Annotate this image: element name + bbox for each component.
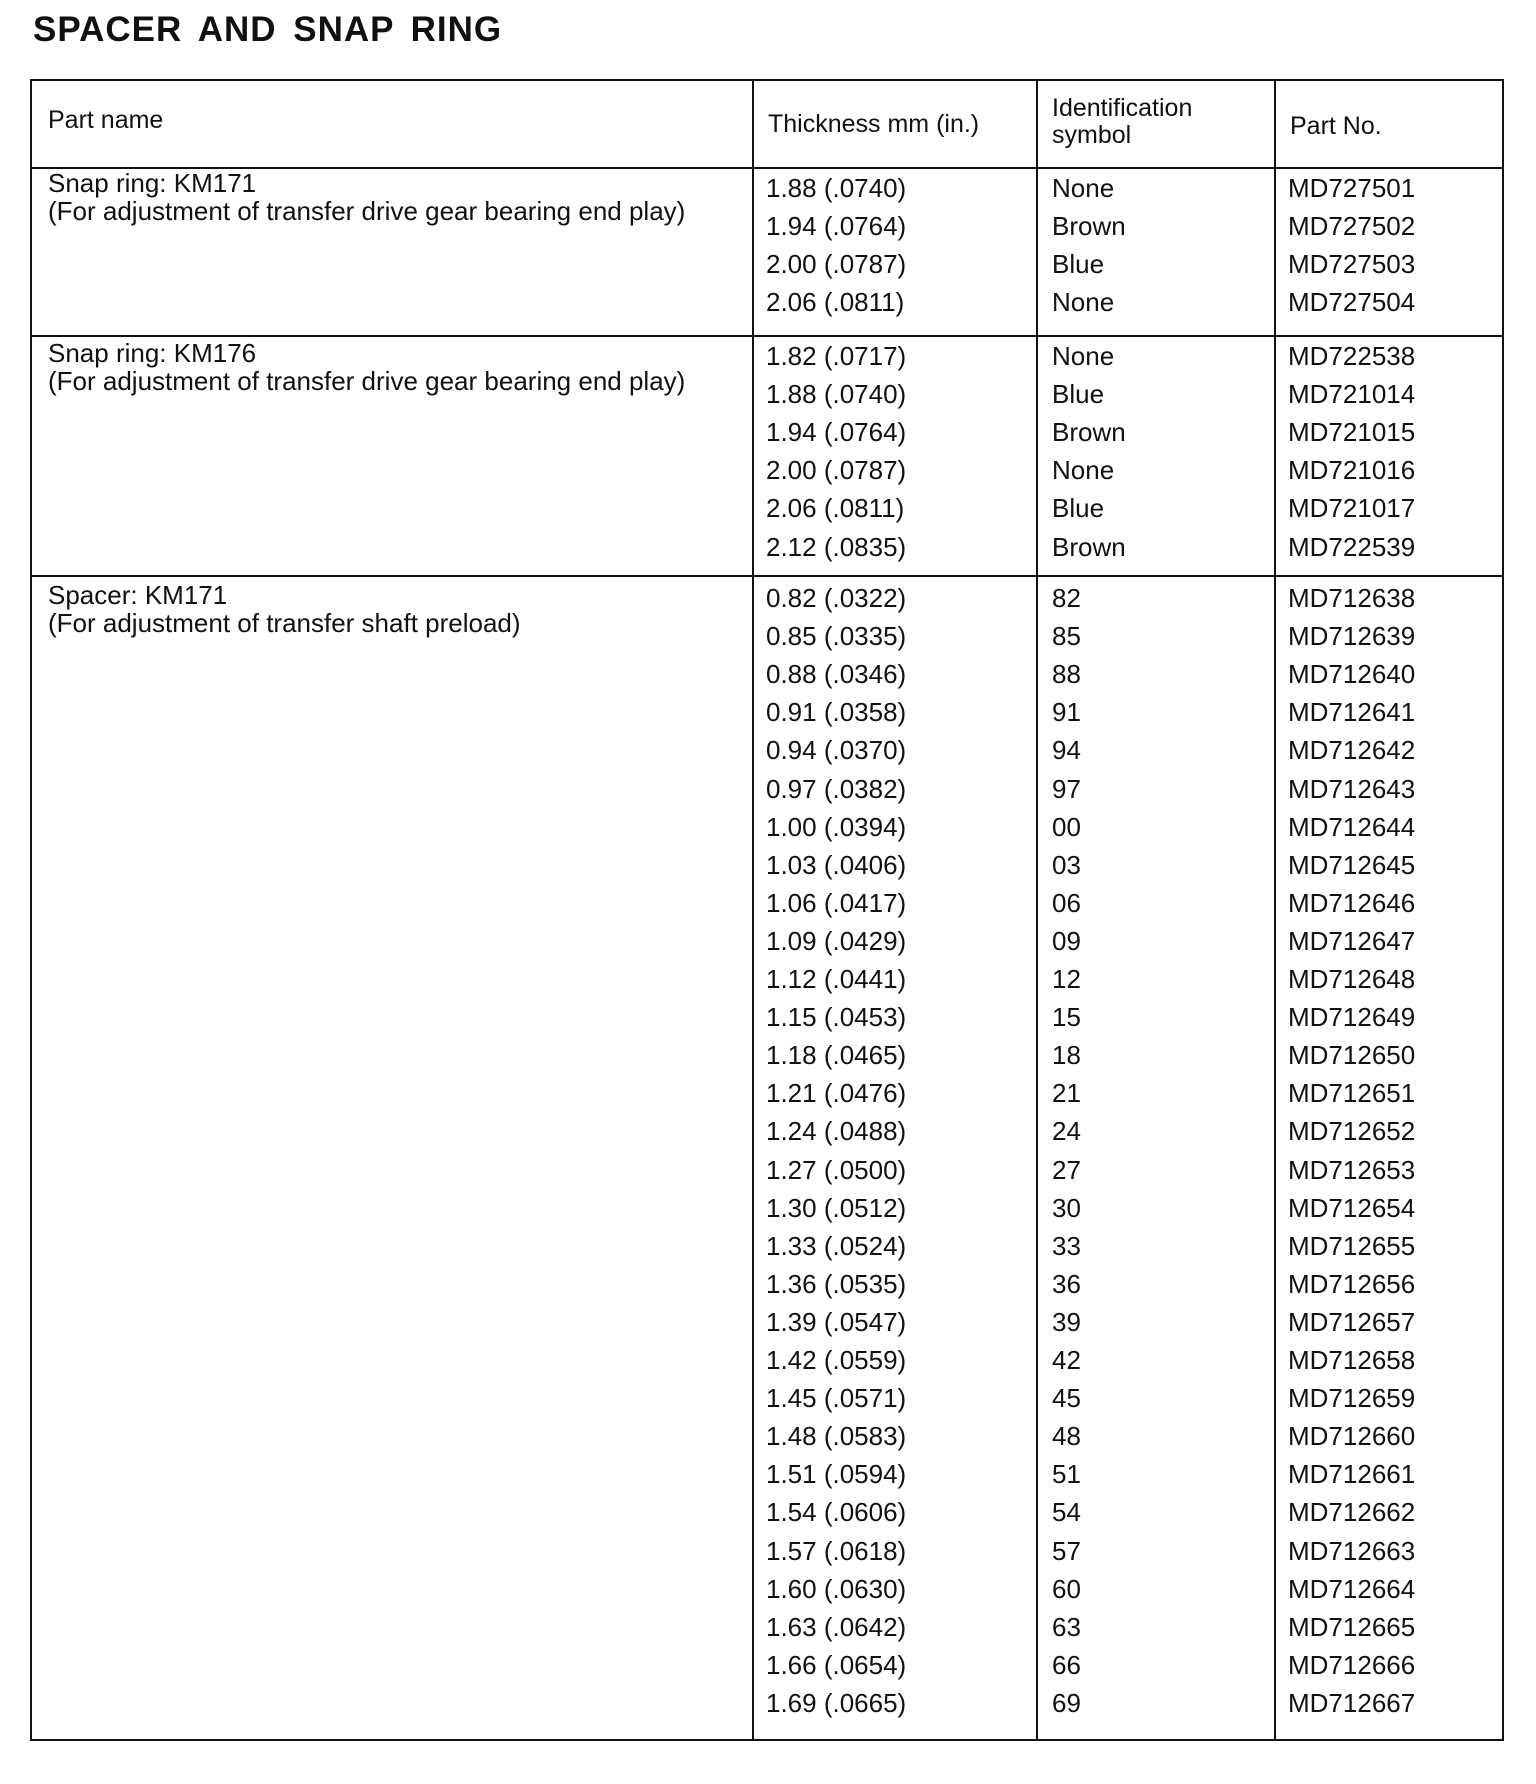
part-no-cell: MD721015	[1288, 417, 1416, 448]
thickness-cell: 1.63 (.0642)	[766, 1611, 907, 1642]
thickness-cell: 1.18 (.0465)	[766, 1040, 907, 1071]
identification-symbol-cell: 57	[1052, 1535, 1081, 1566]
part-no-cell: MD712644	[1288, 811, 1416, 842]
part-no-cell: MD712647	[1288, 925, 1416, 956]
thickness-cell: 0.94 (.0370)	[766, 735, 907, 766]
thickness-cell: 1.09 (.0429)	[766, 925, 907, 956]
thickness-cell: 1.30 (.0512)	[766, 1192, 907, 1223]
thickness-cell: 1.00 (.0394)	[766, 811, 907, 842]
identification-symbol-cell: 00	[1052, 811, 1081, 842]
part-no-cell: MD712667	[1288, 1687, 1416, 1718]
identification-symbol-cell: None	[1052, 173, 1115, 203]
identification-symbol-cell: 91	[1052, 697, 1081, 728]
identification-symbol-cell: 85	[1052, 621, 1081, 652]
thickness-cell: 1.88 (.0740)	[766, 173, 907, 203]
group-part-name: Spacer: KM171 (For adjustment of transfer shaft preload)	[48, 580, 521, 638]
identification-symbol-cell: None	[1052, 455, 1115, 486]
identification-symbol-cell: Blue	[1052, 493, 1105, 524]
thickness-cell: 1.39 (.0547)	[766, 1306, 907, 1337]
parts-table	[30, 79, 1504, 1741]
identification-symbol-cell: 33	[1052, 1230, 1081, 1261]
thickness-cell: 1.60 (.0630)	[766, 1573, 907, 1604]
part-no-cell: MD712665	[1288, 1611, 1416, 1642]
part-no-cell: MD712650	[1288, 1040, 1416, 1071]
thickness-cell: 1.21 (.0476)	[766, 1078, 907, 1109]
identification-symbol-cell: 88	[1052, 659, 1081, 690]
identification-symbol-cell: 12	[1052, 964, 1081, 994]
thickness-cell: 1.51 (.0594)	[766, 1459, 907, 1490]
column-divider	[752, 81, 754, 1739]
identification-symbol-cell: 60	[1052, 1573, 1081, 1604]
part-no-cell: MD727502	[1288, 211, 1416, 242]
part-no-cell: MD712658	[1288, 1345, 1416, 1375]
identification-symbol-cell: 69	[1052, 1687, 1081, 1718]
identification-symbol-cell: 48	[1052, 1421, 1081, 1452]
thickness-cell: 0.88 (.0346)	[766, 659, 907, 690]
header-thickness: Thickness mm (in.)	[768, 110, 980, 138]
identification-symbol-cell: 54	[1052, 1497, 1081, 1528]
column-divider	[1036, 81, 1038, 1739]
thickness-cell: 1.57 (.0618)	[766, 1535, 907, 1566]
thickness-cell: 1.54 (.0606)	[766, 1497, 907, 1528]
part-no-cell: MD712657	[1288, 1306, 1416, 1337]
thickness-cell: 1.24 (.0488)	[766, 1116, 907, 1147]
thickness-cell: 0.82 (.0322)	[766, 583, 907, 613]
part-no-cell: MD712642	[1288, 735, 1416, 766]
identification-symbol-cell: 09	[1052, 925, 1081, 956]
part-no-cell: MD712646	[1288, 887, 1416, 918]
identification-symbol-cell: 24	[1052, 1116, 1081, 1147]
thickness-cell: 2.06 (.0811)	[766, 287, 905, 318]
part-no-cell: MD712659	[1288, 1383, 1416, 1414]
identification-symbol-cell: 97	[1052, 773, 1081, 804]
thickness-cell: 1.15 (.0453)	[766, 1002, 907, 1033]
part-no-cell: MD712651	[1288, 1078, 1416, 1109]
part-no-cell: MD712638	[1288, 583, 1416, 613]
identification-symbol-cell: 03	[1052, 849, 1081, 880]
part-no-cell: MD712649	[1288, 1002, 1416, 1033]
part-no-cell: MD712652	[1288, 1116, 1416, 1147]
group-part-name: Snap ring: KM176 (For adjustment of transfer drive gear bearing end play)	[48, 338, 686, 396]
part-no-cell: MD721014	[1288, 379, 1416, 410]
part-no-cell: MD727501	[1288, 173, 1416, 203]
identification-symbol-cell: 66	[1052, 1649, 1081, 1680]
part-no-cell: MD712663	[1288, 1535, 1416, 1566]
identification-symbol-cell: 82	[1052, 583, 1081, 613]
thickness-cell: 1.27 (.0500)	[766, 1154, 907, 1185]
thickness-cell: 1.94 (.0764)	[766, 211, 907, 242]
identification-symbol-cell: 15	[1052, 1002, 1081, 1033]
thickness-cell: 1.88 (.0740)	[766, 379, 907, 410]
header-part-no: Part No.	[1290, 112, 1382, 140]
identification-symbol-cell: 39	[1052, 1306, 1081, 1337]
column-divider	[1274, 81, 1276, 1739]
identification-symbol-cell: 45	[1052, 1383, 1081, 1414]
part-no-cell: MD722538	[1288, 341, 1416, 371]
thickness-cell: 1.12 (.0441)	[766, 964, 907, 994]
identification-symbol-cell: 06	[1052, 887, 1081, 918]
identification-symbol-cell: Brown	[1052, 417, 1126, 448]
part-no-cell: MD712639	[1288, 621, 1416, 652]
identification-symbol-cell: Blue	[1052, 249, 1105, 280]
header-part-name: Part name	[48, 106, 164, 134]
part-no-cell: MD712640	[1288, 659, 1416, 690]
thickness-cell: 2.00 (.0787)	[766, 455, 907, 486]
thickness-cell: 0.85 (.0335)	[766, 621, 907, 652]
thickness-cell: 1.36 (.0535)	[766, 1268, 907, 1299]
identification-symbol-cell: 21	[1052, 1078, 1081, 1109]
thickness-cell: 1.06 (.0417)	[766, 887, 907, 918]
identification-symbol-cell: 18	[1052, 1040, 1081, 1071]
part-no-cell: MD712645	[1288, 849, 1416, 880]
identification-symbol-cell: 36	[1052, 1268, 1081, 1299]
identification-symbol-cell: 42	[1052, 1345, 1081, 1375]
thickness-cell: 2.00 (.0787)	[766, 249, 907, 280]
identification-symbol-cell: 27	[1052, 1154, 1081, 1185]
thickness-cell: 1.94 (.0764)	[766, 417, 907, 448]
part-no-cell: MD727503	[1288, 249, 1416, 280]
part-no-cell: MD712654	[1288, 1192, 1416, 1223]
identification-symbol-cell: 63	[1052, 1611, 1081, 1642]
identification-symbol-cell: None	[1052, 341, 1115, 371]
part-no-cell: MD712653	[1288, 1154, 1416, 1185]
part-no-cell: MD712656	[1288, 1268, 1416, 1299]
identification-symbol-cell: 94	[1052, 735, 1081, 766]
part-no-cell: MD727504	[1288, 287, 1416, 318]
part-no-cell: MD712655	[1288, 1230, 1416, 1261]
thickness-cell: 0.91 (.0358)	[766, 697, 907, 728]
part-no-cell: MD712664	[1288, 1573, 1416, 1604]
part-no-cell: MD712666	[1288, 1649, 1416, 1680]
thickness-cell: 1.42 (.0559)	[766, 1345, 907, 1375]
thickness-cell: 2.12 (.0835)	[766, 531, 907, 562]
part-no-cell: MD712643	[1288, 773, 1416, 804]
page-title: SPACER AND SNAP RING	[33, 10, 503, 49]
identification-symbol-cell: Brown	[1052, 211, 1126, 242]
identification-symbol-cell: None	[1052, 287, 1115, 318]
part-no-cell: MD712641	[1288, 697, 1416, 728]
thickness-cell: 1.66 (.0654)	[766, 1649, 907, 1680]
part-no-cell: MD721017	[1288, 493, 1416, 524]
thickness-cell: 1.45 (.0571)	[766, 1383, 907, 1414]
part-no-cell: MD712660	[1288, 1421, 1416, 1452]
thickness-cell: 2.06 (.0811)	[766, 493, 905, 524]
thickness-cell: 1.82 (.0717)	[766, 341, 907, 371]
header-identification-symbol: Identification symbol	[1052, 94, 1193, 149]
thickness-cell: 0.97 (.0382)	[766, 773, 907, 804]
identification-symbol-cell: Brown	[1052, 531, 1126, 562]
thickness-cell: 1.03 (.0406)	[766, 849, 907, 880]
group-part-name: Snap ring: KM171 (For adjustment of transfer drive gear bearing end play)	[48, 168, 686, 226]
identification-symbol-cell: 30	[1052, 1192, 1081, 1223]
part-no-cell: MD722539	[1288, 531, 1416, 562]
thickness-cell: 1.48 (.0583)	[766, 1421, 907, 1452]
thickness-cell: 1.69 (.0665)	[766, 1687, 907, 1718]
identification-symbol-cell: Blue	[1052, 379, 1105, 410]
thickness-cell: 1.33 (.0524)	[766, 1230, 907, 1261]
part-no-cell: MD712661	[1288, 1459, 1416, 1490]
part-no-cell: MD721016	[1288, 455, 1416, 486]
part-no-cell: MD712662	[1288, 1497, 1416, 1528]
group-divider	[32, 575, 1502, 577]
part-no-cell: MD712648	[1288, 964, 1416, 994]
identification-symbol-cell: 51	[1052, 1459, 1081, 1490]
